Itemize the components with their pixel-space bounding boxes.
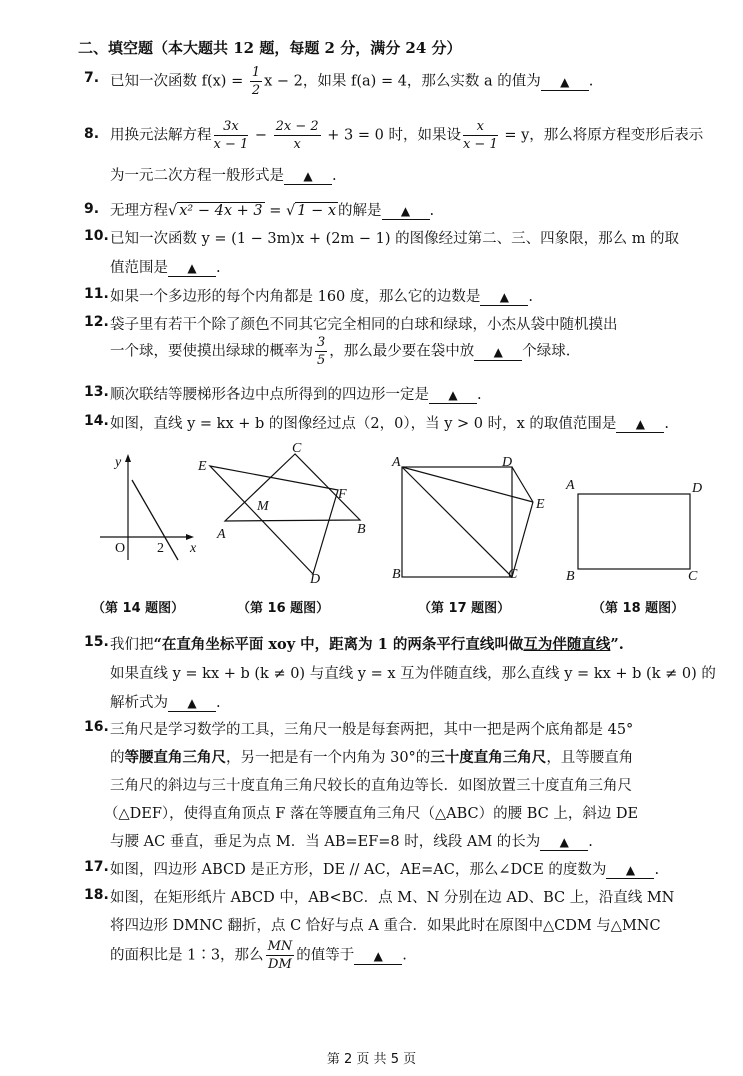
point-label: E [536, 497, 545, 512]
q16-term-isosceles: 等腰直角三角尺 [124, 749, 226, 766]
q15-line3-text: 解析式为 [110, 695, 168, 711]
point-label: E [198, 459, 207, 474]
segment-ce [512, 502, 533, 577]
q7-text-post: x − 2，如果 f(a) = 4，那么实数 a 的值为 [264, 73, 541, 90]
diagonal-ac [402, 467, 512, 577]
answer-blank[interactable]: ▲ [474, 344, 522, 361]
q12-line2-post: 个绿球. [522, 343, 571, 360]
q8-fraction-1 [214, 118, 249, 153]
x-axis-arrow [186, 534, 194, 540]
q18-line3-pre: 的面积比是 1∶3，那么 [110, 947, 264, 964]
q8-text-post: = y，那么将原方程变形后表示 [499, 127, 704, 144]
question-12-line2 [110, 334, 570, 369]
question-11 [110, 285, 533, 306]
q16-line2-pre: 的 [110, 750, 125, 766]
q8-minus: − [250, 127, 272, 144]
answer-blank[interactable]: ▲ [606, 862, 654, 879]
point-label: C [292, 441, 302, 456]
answer-blank[interactable]: ▲ [354, 948, 402, 965]
q16-line2-post: ，且等腰直角 [546, 750, 634, 766]
answer-blank[interactable]: ▲ [429, 387, 477, 404]
q7-text-pre: 已知一次函数 f(x) = [110, 73, 248, 90]
q12-line2-mid: ，那么最少要在袋中放 [329, 343, 475, 360]
question-7 [110, 64, 593, 99]
q18-end: . [402, 947, 407, 964]
question-16-line1: 三角尺是学习数学的工具，三角尺一般是每套两把，其中一把是两个底角都是 45° [110, 722, 634, 738]
answer-blank[interactable]: ▲ [540, 834, 588, 851]
fraction-denominator: 5 [317, 353, 326, 368]
point-label: B [392, 567, 401, 582]
answer-blank[interactable]: ▲ [480, 289, 528, 306]
q14-text: 如图，直线 y = kx + b 的图像经过点（2，0），当 y > 0 时，x 的取值范围是 [110, 416, 617, 432]
q8-line2-text: 为一元二次方程一般形式是 [110, 168, 284, 184]
line-y-kx-b [132, 480, 178, 560]
q9-end: . [429, 203, 435, 219]
question-14 [110, 412, 669, 433]
q7-end: . [588, 73, 594, 90]
fraction-denominator: x − 1 [462, 137, 498, 152]
question-16-line4: （△DEF），使得直角顶点 F 落在等腰直角三角尺（△ABC）的腰 BC 上，斜边 DE [104, 806, 639, 822]
question-number: 11. [84, 286, 109, 302]
question-15-line1 [110, 633, 624, 654]
question-16-line2 [110, 746, 633, 767]
point-label: A [217, 527, 226, 542]
question-17 [110, 858, 659, 879]
question-number: 8. [84, 126, 100, 142]
fraction-numerator: 1 [251, 65, 261, 80]
fraction-numerator: 3x [214, 118, 249, 136]
question-18-line1: 如图，在矩形纸片 ABCD 中，AB<BC．点 M、N 分别在边 AD、BC 上，沿直线 MN [110, 890, 675, 906]
figure-17 [390, 452, 560, 592]
question-16-line3: 三角尺的斜边与三十度直角三角尺较长的直角边等长．如图放置三十度直角三角尺 [110, 778, 632, 794]
q9-text-post: 的解是 [338, 203, 382, 219]
question-number: 18. [84, 887, 109, 903]
question-number: 15. [84, 634, 109, 650]
q11-end: . [528, 289, 534, 305]
q15-line1-end: ”. [610, 636, 624, 653]
question-number: 14. [84, 413, 109, 429]
point-label: B [566, 569, 575, 584]
question-12-line1: 袋子里有若干个除了颜色不同其它完全相同的白球和绿球，小杰从袋中随机摸出 [110, 317, 618, 333]
answer-blank[interactable]: ▲ [541, 74, 589, 91]
q15-term: 互为伴随直线 [523, 636, 611, 653]
question-18-line3 [110, 938, 407, 973]
point-label: D [692, 481, 703, 496]
segment-ae [402, 467, 533, 502]
point-label: C [508, 567, 518, 582]
section-title: 二、填空题（本大题共 12 题，每题 2 分，满分 24 分） [78, 39, 462, 57]
x-label: x [190, 541, 197, 556]
q9-radical-1: x² − 4x + 3 [179, 203, 263, 219]
figure-16 [195, 438, 380, 588]
fraction-denominator: x [293, 137, 301, 152]
q18-line3-post: 的值等于 [296, 947, 355, 964]
fraction-numerator: 3 [317, 335, 326, 350]
tick-label-2: 2 [157, 541, 164, 556]
question-15-line2: 如果直线 y = kx + b (k ≠ 0) 与直线 y = x 互为伴随直线，那么直线 y = kx + b (k ≠ 0) 的 [110, 666, 716, 682]
q15-definition: “在直角坐标平面 xoy 中，距离为 1 的两条平行直线叫做 [153, 636, 524, 653]
figure-caption-14: （第 14 题图） [92, 601, 185, 616]
figure-18 [560, 474, 720, 589]
q11-text: 如果一个多边形的每个内角都是 160 度，那么它的边数是 [110, 289, 481, 305]
point-label: C [688, 569, 698, 584]
q13-text: 顺次联结等腰梯形各边中点所得到的四边形一定是 [110, 387, 429, 403]
q15-line1-pre: 我们把 [110, 637, 154, 653]
q12-fraction [315, 334, 327, 369]
answer-blank[interactable]: ▲ [616, 416, 664, 433]
origin-label: O [115, 541, 126, 556]
answer-blank[interactable]: ▲ [382, 203, 430, 220]
q16-end: . [588, 834, 593, 850]
q13-end: . [477, 387, 482, 403]
q9-equals: = [264, 203, 286, 219]
q18-fraction [266, 938, 295, 973]
point-label: D [310, 572, 321, 587]
q16-term-thirty: 三十度直角三角尺 [430, 749, 547, 766]
fraction-denominator: DM [268, 957, 292, 972]
q8-fraction-2 [274, 118, 321, 153]
q12-line2-pre: 一个球，要使摸出绿球的概率为 [110, 343, 313, 360]
rectangle-abcd [578, 494, 690, 569]
point-label: D [502, 455, 513, 470]
question-9: 无理方程√ x² − 4x + 3 = √ 1 − x 的解是 ▲ . [110, 203, 435, 219]
question-number: 17. [84, 859, 109, 875]
q10-end: . [216, 260, 221, 276]
q9-radical-2: 1 − x [297, 203, 337, 219]
question-number: 12. [84, 314, 109, 330]
figure-caption-17: （第 17 题图） [418, 601, 511, 616]
answer-blank[interactable]: ▲ [168, 695, 216, 712]
question-10-line2 [110, 256, 221, 277]
page-footer: 第 2 页 共 5 页 [326, 1052, 417, 1067]
q16-line2-mid: ，另一把是有一个内角为 30°的 [226, 750, 431, 766]
question-8-line2 [110, 164, 337, 185]
point-label: M [257, 499, 269, 514]
q14-end: . [664, 416, 669, 432]
q17-end: . [654, 862, 660, 878]
q10-line2-text: 值范围是 [110, 260, 168, 276]
fraction-denominator: 2 [251, 83, 261, 98]
q16-line5-text: 与腰 AC 垂直，垂足为点 M．当 AB=EF=8 时，线段 AM 的长为 [110, 834, 541, 850]
figure-caption-16: （第 16 题图） [237, 601, 330, 616]
y-label: y [115, 455, 122, 470]
q7-fraction [250, 64, 262, 99]
y-axis-arrow [125, 454, 131, 462]
q17-text: 如图，四边形 ABCD 是正方形，DE // AC，AE=AC，那么∠DCE 的度数为 [110, 862, 607, 878]
point-label: A [392, 455, 401, 470]
figure-caption-18: （第 18 题图） [592, 601, 685, 616]
point-label: B [357, 522, 366, 537]
fraction-denominator: x − 1 [213, 137, 249, 152]
question-number: 7. [84, 70, 100, 86]
question-number: 13. [84, 384, 109, 400]
question-8-line1 [110, 118, 703, 153]
fraction-numerator: MN [267, 939, 293, 954]
fraction-numerator: 2x − 2 [275, 119, 319, 134]
q9-text-pre: 无理方程 [110, 203, 168, 219]
q8-text-mid: + 3 = 0 时，如果设 [322, 127, 461, 144]
q8-fraction-3 [463, 118, 498, 153]
question-18-line2: 将四边形 DMNC 翻折，点 C 恰好与点 A 重合．如果此时在原图中△CDM 与△MNC [110, 918, 661, 934]
question-15-line3 [110, 691, 221, 712]
q15-end: . [216, 695, 221, 711]
answer-blank[interactable]: ▲ [168, 260, 216, 277]
point-label: F [338, 487, 347, 502]
question-number: 10. [84, 228, 109, 244]
q8-end: . [332, 168, 337, 184]
fraction-numerator: x [463, 118, 498, 136]
question-16-line5 [110, 830, 593, 851]
question-number: 16. [84, 719, 109, 735]
point-label: A [566, 478, 575, 493]
answer-blank[interactable]: ▲ [284, 168, 332, 185]
q8-text-pre: 用换元法解方程 [110, 127, 212, 144]
question-13 [110, 383, 482, 404]
question-number: 9. [84, 201, 100, 217]
question-10-line1: 已知一次函数 y = (1 − 3m)x + (2m − 1) 的图像经过第二、三、四象限，那么 m 的取 [110, 231, 680, 247]
